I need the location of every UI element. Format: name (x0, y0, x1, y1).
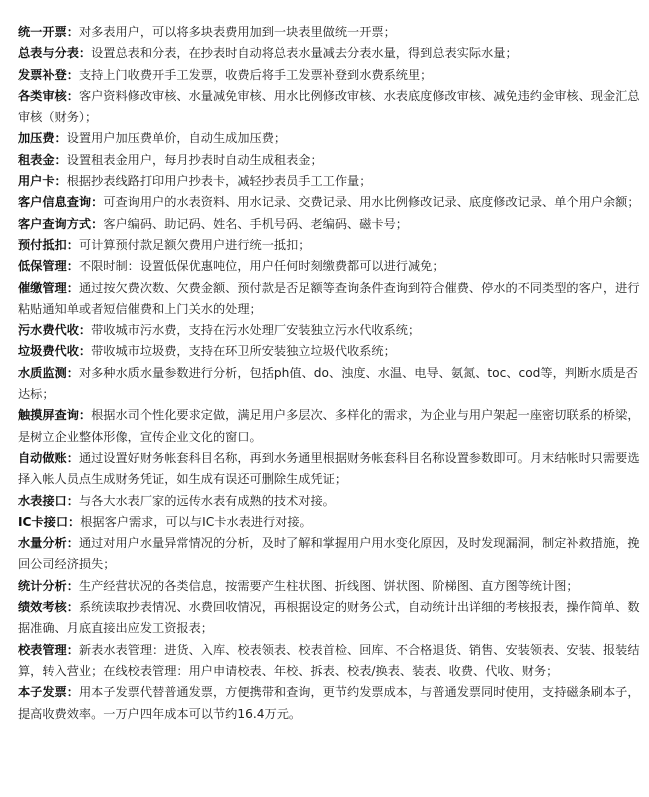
entry-term: 垃圾费代收： (18, 344, 92, 359)
entry-unified-invoicing (18, 22, 641, 43)
entry-collection (18, 278, 641, 321)
entry-description: 根据客户需求，可以与IC卡水表进行对接。 (80, 514, 312, 529)
entry-description: 可计算预付款足额欠费用户进行统一抵扣； (78, 237, 311, 252)
entry-term: 本子发票： (18, 685, 79, 700)
entry-description: 根据水司个性化要求定做，满足用户多层次、多样化的需求，为企业与用户架起一座密切联系的桥梁，是树立企业整体形像，宣传企业文化的窗口。 (18, 408, 640, 444)
entry-prepaid-offset (18, 235, 641, 256)
entry-pressure-fee (18, 128, 641, 149)
entry-description: 对多种水质水量参数进行分析，包括ph值、do、浊度、水温、电导、氨氮、toc、cod等，判断水质是否达标； (18, 365, 638, 402)
entry-sewage-fee (18, 320, 641, 341)
entry-user-card (18, 171, 641, 192)
entry-description: 系统读取抄表情况、水费回收情况，再根据设定的财务公式，自动统计出详细的考核报表，操作简单、数据准确、月底直接出应发工资报表； (18, 600, 640, 636)
entry-description: 客户资料修改审核、水量减免审核、用水比例修改审核、水表底度修改审核、减免违约金审核、现金汇总审核（财务）； (18, 88, 640, 125)
entry-audits (18, 86, 641, 129)
entry-term: 催缴管理： (18, 280, 79, 295)
entry-description: 生产经营状况的各类信息，按需要产生柱状图、折线图、饼状图、阶梯图、直方图等统计图； (78, 578, 579, 593)
entry-description: 设置租表金用户，每月抄表时自动生成租表金； (66, 152, 323, 167)
entry-booklet-invoice (18, 682, 641, 725)
entry-term: 预付抵扣： (18, 237, 79, 252)
entry-description: 不限时制：设置低保优惠吨位，用户任何时刻缴费都可以进行减免； (78, 259, 445, 274)
entry-description: 根据抄表线路打印用户抄表卡，减轻抄表员手工工作量； (66, 174, 372, 189)
entry-description: 设置用户加压费单价，自动生成加压费； (66, 131, 287, 146)
entry-description: 设置总表和分表，在抄表时自动将总表水量减去分表水量，得到总表实际水量； (91, 46, 518, 61)
entry-meter-rent (18, 150, 641, 171)
entry-description: 对多表用户，可以将多块表费用加到一块表里做统一开票； (78, 25, 396, 39)
entry-term: 总表与分表： (18, 46, 92, 61)
entry-invoice-backfill (18, 65, 641, 86)
entry-volume-analysis (18, 533, 641, 576)
entry-description: 客户编码、助记码、姓名、手机号码、老编码、磁卡号； (103, 216, 408, 231)
entry-meter-interface (18, 491, 641, 512)
entry-term: 触摸屏查询： (18, 408, 92, 423)
entry-garbage-fee (18, 341, 641, 362)
entry-term: 水量分析： (18, 536, 79, 551)
entry-term: 统计分析： (18, 578, 79, 593)
entry-description: 用本子发票代替普通发票，方便携带和查询，更节约发票成本，与普通发票同时使用，支持磁条刷本子，提高收费效率。一万户四年成本可以节约16.4万元。 (18, 685, 640, 721)
entry-term: 水表接口： (18, 493, 79, 508)
entry-description: 带收城市污水费，支持在污水处理厂安装独立污水代收系统； (91, 323, 421, 338)
entry-customer-query (18, 192, 641, 213)
entry-description: 通过对用户水量异常情况的分析，及时了解和掌握用户用水变化原因，及时发现漏洞，制定补救措施，挽回公司经济损失； (18, 536, 640, 572)
entry-term: 发票补登： (18, 67, 79, 82)
entry-description: 支持上门收费开手工发票，收费后将手工发票补登到水费系统里； (78, 67, 433, 82)
entry-water-quality (18, 363, 641, 406)
entry-ic-card (18, 512, 641, 533)
entry-term: 统一开票： (18, 25, 79, 39)
entry-master-sub-meter (18, 43, 641, 64)
entry-term: 水质监测： (18, 365, 79, 380)
entry-description: 通过设置好财务帐套科目名称，再到水务通里根据财务帐套科目名称设置参数即可。月末结帐时只需要选择入帐人员点生成财务凭证，如生成有误还可删除生成凭证； (18, 450, 640, 487)
entry-term: 加压费： (18, 131, 67, 146)
entry-description: 与各大水表厂家的远传水表有成熟的技术对接。 (78, 493, 335, 508)
entry-term: 低保管理： (18, 259, 79, 274)
entry-auto-accounting (18, 448, 641, 491)
entry-term: 自动做账： (18, 450, 79, 465)
entry-low-income (18, 256, 641, 277)
entry-term: IC卡接口： (18, 514, 81, 529)
entry-statistics (18, 576, 641, 597)
entry-term: 绩效考核： (18, 600, 79, 615)
entry-term: 客户查询方式： (18, 216, 104, 231)
entry-term: 各类审核： (18, 88, 79, 103)
entry-performance (18, 597, 641, 640)
entry-term: 校表管理： (18, 642, 79, 657)
entry-touchscreen (18, 405, 641, 448)
entry-description: 带收城市垃圾费，支持在环卫所安装独立垃圾代收系统； (91, 344, 396, 359)
entry-term: 客户信息查询： (18, 195, 104, 210)
entry-term: 租表金： (18, 152, 67, 167)
entry-description: 可查询用户的水表资料、用水记录、交费记录、用水比例修改记录、底度修改记录、单个用户余额； (103, 195, 640, 210)
entry-meter-calibration (18, 640, 641, 683)
entry-description: 新表水表管理：进货、入库、校表领表、校表首检、回库、不合格退货、销售、安装领表、安装、报装结算，转入营业；在线校表管理：用户申请校表、年校、拆表、校表/换表、装表、收费、代收、财务； (18, 642, 640, 678)
entry-description: 通过按欠费次数、欠费金额、预付款是否足额等查询条件查询到符合催费、停水的不同类型的客户，进行粘贴通知单或者短信催费和上门关水的处理； (18, 280, 640, 316)
entry-query-methods (18, 214, 641, 235)
entry-term: 用户卡： (18, 174, 67, 189)
entry-term: 污水费代收： (18, 323, 92, 338)
